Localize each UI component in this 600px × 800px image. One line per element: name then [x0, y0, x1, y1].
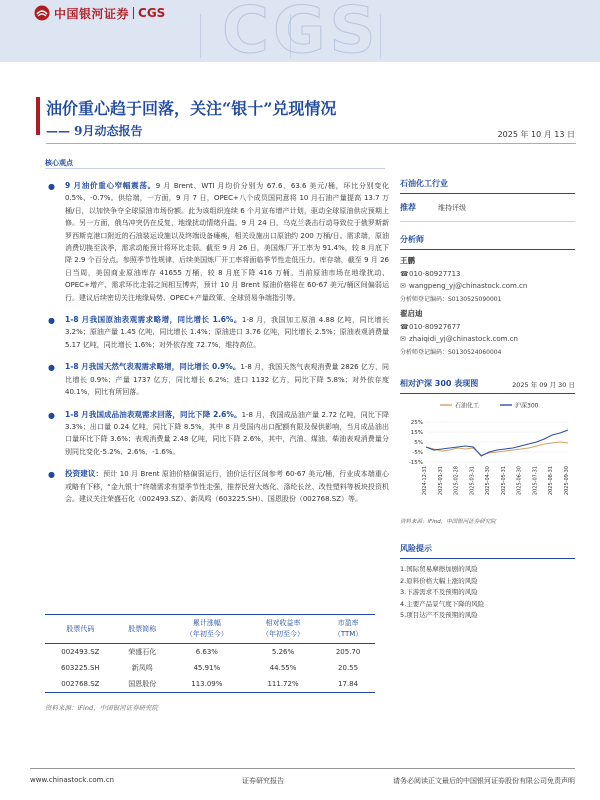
rating-row — [400, 202, 575, 213]
analyst-reg: 分析师登记编码：S0130524060004 — [400, 349, 502, 356]
decor-line — [380, 14, 381, 58]
analyst-card — [400, 255, 575, 303]
bullet-icon: ● — [48, 316, 55, 326]
x-tick-label: 2025-01-31 — [437, 466, 444, 496]
paragraph — [45, 409, 389, 459]
decor-line — [200, 14, 201, 58]
core-view-label: 核心观点 — [45, 159, 73, 167]
analyst-phone: ☎ 010-80927713 — [400, 270, 461, 278]
brand-logo — [34, 4, 165, 22]
paragraph-highlight: 9 月油价重心窄幅震荡。 — [65, 181, 156, 190]
bullet-icon: ● — [48, 182, 55, 191]
brand-name-cn: 中国银河证券 — [54, 6, 130, 21]
risk-item: 5.项目达产不及预期的风险 — [400, 611, 478, 619]
sidebar-divider — [400, 558, 575, 559]
paragraph — [45, 468, 389, 505]
paragraph-text: 1-8 月，我国成品油产量 2.72 亿吨，同比下降 3.3%；出口量 0.24 亿吨，同比下降 8.5%，其中 8 月受国内出口配额有限及保供影响，当月成品油出口量环比下降 3.6%；表观消费量 2.48 亿吨，同比下降 2.6%，其中，汽油、煤油、柴油表观消费量分别同比变化-5.2%、2.6%、-1.6%。 — [65, 410, 389, 456]
title-divider — [46, 143, 576, 144]
table-cell: 205.70 — [335, 648, 361, 656]
stock-table — [45, 614, 375, 693]
paragraph-highlight: 1-8 月我国成品油表观需求回落，同比下降 2.6%。 — [65, 409, 242, 419]
y-tick-label: -5% — [412, 450, 423, 456]
paragraph-text: 1-8 月，我国加工原油 4.88 亿吨，同比增长 3.2%；原油产量 1.45 亿吨，同比增长 1.4%；原油进口 3.76 亿吨，同比增长 2.5%；原油表观消费量 5.17 亿吨，同比增长 1.6%；对外依存度 72.7%，维持高位。 — [65, 316, 389, 349]
x-tick-label: 2025-07-31 — [532, 466, 539, 496]
table-cell: 6.63% — [195, 648, 218, 656]
analyst-phone: ☎ 010-80927677 — [400, 323, 461, 331]
phone-icon: ☎ — [400, 323, 409, 331]
footer-website[interactable]: www.chinastock.com.cn — [30, 776, 114, 784]
sidebar-divider — [400, 249, 575, 250]
brand-name-en: CGS — [138, 6, 166, 20]
table-row — [45, 644, 375, 661]
chart-title: 相对沪深 300 表现图 — [400, 379, 479, 388]
table-header-row — [45, 615, 375, 644]
brand-separator — [133, 7, 134, 19]
sidebar-divider — [400, 193, 575, 194]
paragraph-highlight: 投资建议： — [65, 469, 104, 479]
email-icon: ✉ — [400, 282, 406, 290]
paragraph — [45, 314, 389, 351]
risk-item: 4.主要产品景气度下降的风险 — [400, 599, 485, 608]
risk-list — [400, 564, 575, 622]
paragraph-text: 9 月 Brent、WTI 月均价分别为 67.6、63.6 美元/桶，环比分别变化 0.5%、-0.7%。供给端，一方面，9 月 7 日，OPEC+八个成员国同意将 10 月石油产量提高 13.7 万桶/日，以加快争夺全球原油市场份额。此为该组织连续 6 个月宣布增产计划，驱动全球原油供应预期上修。另一方面，俄乌冲突仍在反复，地缘扰动情绪升温。9 月 24 日，乌克兰袭击行动导致位于俄罗斯新罗西斯克港口附近的石油装运设施以及终端设备瘫痪，相关设施出口原油约 200 万桶/日。需求端，原油消费切换至淡季，需求动能预计将环比走弱。截至 9 月 26 日，美国炼厂开工率为 91.4%，较 8 月底下降 2.9 个百分点。参照季节性规律，后续美国炼厂开工率将面临季节性走低压力。库存端，截至 9 月 26 日当周，美国商业原油库存 41655 万桶，较 8 月底下降 416 万桶。当前原油市场在地缘扰动、OPEC+增产、需求环比走弱之间相互博弈，预计 10 月 Brent 原油价格将在 60-67 美元/桶区间偏弱运行。建议后续密切关注地缘局势、OPEC+产量政策、全球贸易争端指引等。 — [65, 182, 389, 302]
x-tick-label: 2025-06-30 — [516, 466, 523, 496]
chart-date: 2025 年 09 月 30 日 — [512, 381, 575, 389]
x-tick-label: 2025-08-31 — [548, 466, 555, 496]
report-subtitle: —— 9月动态报告 — [46, 124, 143, 138]
sidebar-divider — [400, 393, 575, 394]
legend-label: 沪深300 — [515, 402, 539, 410]
table-cell: 5.26% — [271, 648, 295, 656]
table-header-cell: 累计涨幅 （年初至今） — [169, 615, 245, 644]
risk-item: 1.国际贸易摩擦加剧的风险 — [400, 565, 478, 573]
y-tick-label: 5% — [414, 440, 423, 446]
x-tick-label: 2024-12-31 — [422, 466, 428, 496]
paragraph-highlight: 1-8 月我国原油表观需求略增，同比增长 1.6%。 — [65, 315, 242, 325]
watermark: CGS — [222, 0, 380, 62]
core-divider — [45, 168, 385, 169]
main-content — [45, 180, 389, 515]
paragraph-highlight: 1-8 月我国天然气表观需求略增，同比增长 0.9%。 — [65, 362, 241, 372]
table-cell: 113.09% — [169, 676, 245, 693]
performance-chart — [400, 398, 575, 516]
table-cell: 002768.SZ — [45, 676, 116, 693]
analyst-email[interactable]: ✉ wangpeng_yj@chinastock.com.cn — [400, 282, 528, 290]
table-source: 资料来源：iFind，中国银河证券研究院 — [45, 704, 159, 712]
risk-label: 风险提示 — [400, 544, 432, 553]
logo-icon — [34, 5, 50, 21]
analyst-label: 分析师 — [400, 235, 424, 244]
paragraph-text: 预计 10 月 Brent 原油价格偏弱运行，油价运行区间参考 60-67 美元/桶，行业成本端重心或略有下移，“金九银十”终端需求有望季节性走强，推荐民营大炼化、涤纶长丝、改性塑料等板块投资机会。建议关注荣盛石化（002493.SZ）、新凤鸣（603225.SH）、国恩股份（002768.SZ）等。 — [65, 470, 390, 503]
table-cell: 17.84 — [321, 676, 375, 693]
report-title: 油价重心趋于回落，关注“银十”兑现情况 — [46, 99, 337, 118]
analyst-name: 翟启迪 — [400, 309, 423, 318]
risk-item: 2.原料价格大幅上涨的风险 — [400, 576, 478, 585]
table-cell: 荣盛石化 — [128, 648, 157, 656]
rating-value: 维持评级 — [438, 203, 466, 212]
x-tick-label: 2025-02-28 — [453, 466, 460, 496]
table-cell: 44.55% — [269, 664, 297, 672]
footer-disclaimer: 请务必阅读正文最后的中国银河证券股份有限公司免责声明 — [393, 777, 575, 785]
bullet-icon: ● — [48, 470, 55, 480]
x-tick-label: 2025-04-30 — [485, 466, 492, 496]
table-cell: 002493.SZ — [61, 648, 100, 656]
y-tick-label: -15% — [408, 460, 423, 466]
bullet-icon: ● — [48, 363, 55, 373]
report-date: 2025 年 10 月 13 日 — [497, 130, 575, 139]
table-cell: 111.72% — [245, 676, 321, 693]
paragraph — [45, 361, 389, 398]
y-tick-label: 25% — [410, 420, 423, 426]
sidebar — [400, 178, 575, 622]
x-tick-label: 2025-05-31 — [500, 466, 507, 496]
bullet-icon: ● — [48, 410, 55, 420]
table-cell: 新凤鸣 — [131, 664, 153, 672]
chart-header — [400, 378, 575, 389]
y-tick-label: 15% — [410, 430, 423, 436]
table-header-cell: 市盈率 （TTM） — [321, 615, 375, 644]
table-cell: 20.55 — [338, 664, 359, 672]
table-row — [45, 660, 375, 676]
x-tick-label: 2025-03-31 — [469, 466, 476, 496]
legend-label: 石油化工 — [455, 402, 480, 410]
analyst-email[interactable]: ✉ zhaiqidi_yj@chinastock.com.cn — [400, 335, 518, 343]
phone-icon: ☎ — [400, 270, 409, 278]
table-header-cell: 股票代码 — [45, 615, 116, 644]
paragraph — [45, 180, 389, 304]
paragraph-text: 1-8 月，我国天然气表观消费量 2826 亿方，同比增长 0.9%；产量 1737 亿方，同比增长 6.2%；进口 1132 亿方，同比下降 5.8%；对外依存度 40.1%，同比有所回落。 — [65, 363, 389, 397]
table-cell: 603225.SH — [61, 664, 100, 672]
title-accent-bar — [36, 97, 40, 135]
footer-divider — [30, 768, 575, 769]
analyst-card — [400, 308, 575, 356]
sidebar-divider — [400, 221, 575, 222]
table-header-cell: 股票简称 — [116, 615, 169, 644]
risk-item: 3.下游需求不及预期的风险 — [400, 588, 478, 596]
analyst-name: 王鹏 — [400, 256, 415, 265]
industry-label: 石油化工行业 — [400, 179, 448, 188]
table-header-cell: 相对收益率 （年初至今） — [245, 615, 321, 644]
table-cell: 国恩股份 — [116, 676, 169, 693]
email-icon: ✉ — [400, 335, 406, 343]
rating-label: 推荐 — [400, 203, 416, 212]
footer-center: 证券研究报告 — [242, 777, 284, 785]
table-row — [45, 676, 375, 693]
chart-source: 资料来源：iFind，中国银河证券研究院 — [400, 519, 496, 525]
table-cell: 45.91% — [193, 664, 221, 672]
analyst-reg: 分析师登记编码：S0130525090001 — [400, 296, 502, 303]
x-tick-label: 2025-09-30 — [564, 466, 570, 496]
